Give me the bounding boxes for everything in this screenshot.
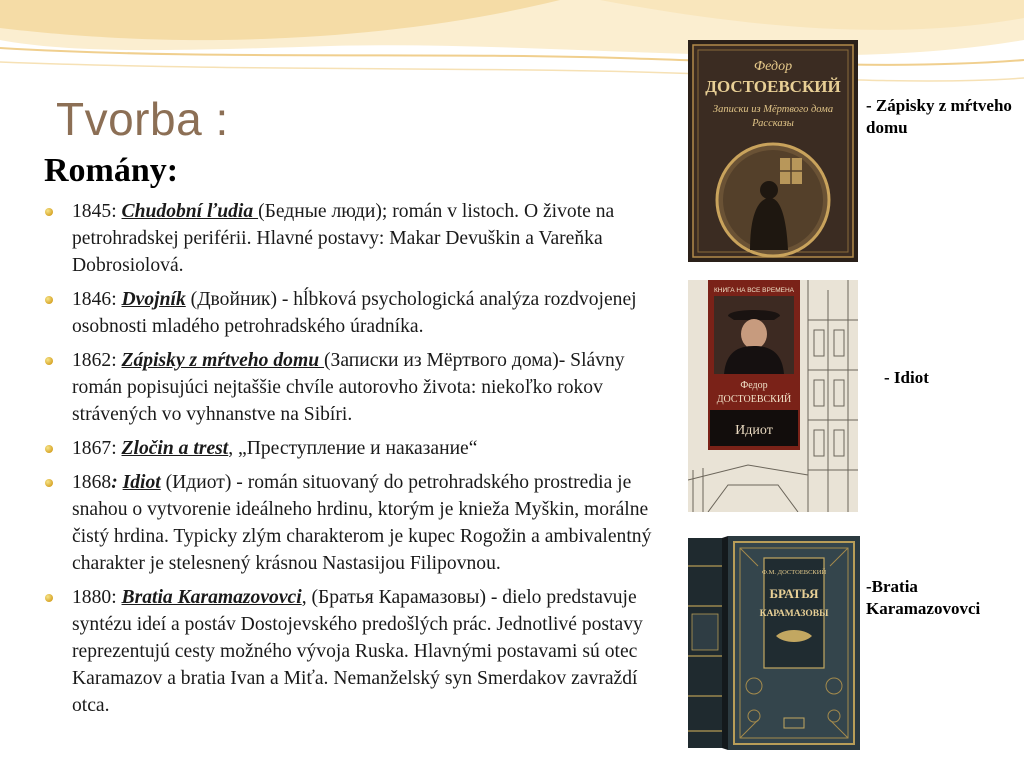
work-year: 1845 [72, 201, 112, 222]
list-item: 1845: Chudobní ľudia (Бедные люди); román v listoch. O živote na petrohradskej periférii. Hlavné postavy: Makar Devuškin a Vareňka Dobrosiolová. [42, 198, 668, 279]
cover-subtitle: Записки из Мёртвого дома [712, 104, 834, 115]
work-year: 1862 [72, 350, 112, 371]
list-item: 1862: Zápisky z mŕtveho domu (Записки из Мёртвого дома)- Slávny román popisujúci nejtaššie chvíle autorovho života: niekoľko rokov strávených vo vyhnanstve na Sibíri. [42, 347, 668, 428]
bullet-icon [45, 208, 53, 216]
cover-series: КНИГА НА ВСЕ ВРЕМЕНА [714, 287, 794, 294]
cover-author: Федор [740, 380, 768, 391]
work-title-link[interactable]: Chudobní ľudia [121, 201, 259, 222]
work-title-link[interactable]: Dvojník [121, 289, 186, 310]
bullet-icon [45, 445, 53, 453]
bullet-icon [45, 296, 53, 304]
work-year: 1846 [72, 289, 112, 310]
section-title: Romány: [44, 152, 179, 189]
work-title-link[interactable]: Zápisky z mŕtveho domu [121, 350, 325, 371]
book-cover-karamazov [688, 536, 860, 750]
book-cover-idiot [688, 280, 858, 512]
cover-author-surname: ДОСТОЕВСКИЙ [705, 77, 841, 96]
cover-caption-zapisky: - Zápisky z mŕtveho domu [866, 96, 1012, 137]
cover-subtitle-2: Рассказы [752, 118, 794, 129]
work-description: , „Преступление и наказание“ [228, 438, 478, 459]
book-cover-zapisky [688, 40, 858, 262]
cover-caption-karamazov: -Bratia Karamazovovci [866, 577, 981, 618]
work-title-link[interactable]: Idiot [122, 472, 161, 493]
slide-title: Tvorba : [56, 93, 229, 145]
work-description: , (Братья Карамазовы) - dielo predstavuje syntézu ideí a postáv Dostojevského predošlých prác. Jednotlivé postavy reprezentujú cesty možného vývoja Ruska. Hlavnými postavami sú otec Karamazov a bratia Ivan a Miťa. Nemanželský syn Smerdakov zavraždí otca. [72, 587, 643, 716]
work-description: (Двойник) - hĺbková psychologická analýza rozdvojenej osobnosti mladého petrohradského úradníka. [72, 289, 637, 337]
cover-title-line-2: КАРАМАЗОВЫ [759, 609, 829, 619]
list-item: 1867: Zločin a trest, „Преступление и наказание“ [42, 435, 668, 462]
bullet-icon [45, 479, 53, 487]
work-description: (Бедные люди); román v listoch. O živote na petrohradskej periférii. Hlavné postavy: Makar Devuškin a Vareňka Dobrosiolová. [72, 201, 615, 276]
cover-author-surname: ДОСТОЕВСКИЙ [716, 394, 792, 405]
list-item: 1880: Bratia Karamazovovci, (Братья Карамазовы) - dielo predstavuje syntézu ideí a postáv Dostojevského predošlých prác. Jednotlivé postavy reprezentujú cesty možného vývoja Ruska. Hlavnými postavami sú otec Karamazov a bratia Ivan a Miťa. Nemanželský syn Smerdakov zavraždí otca. [42, 584, 668, 719]
work-title-link[interactable]: Bratia Karamazovovci [121, 587, 302, 608]
work-year: 1868 [72, 472, 112, 493]
bullet-icon [45, 594, 53, 602]
cover-book-title: Идиот [735, 423, 773, 438]
work-year: 1867 [72, 438, 112, 459]
work-title-link[interactable]: Zločin a trest [121, 438, 229, 459]
work-year: 1880 [72, 587, 112, 608]
list-item: 1868: Idiot (Идиот) - román situovaný do petrohradského prostredia je snahou o vytvorenie ideálneho hrdinu, ktorým je knieža Myškin, morálne čistý hrdina. Typicky zlým charakterom je kupec Rogožin a ambivalentný charakter je stelesnený krásnou Nastasijou Filipovnou. [42, 469, 668, 577]
bullet-icon [45, 357, 53, 365]
cover-author: Ф.М. ДОСТОЕВСКИЙ [761, 569, 827, 576]
cover-caption-idiot: - Idiot [884, 368, 929, 387]
work-description: (Записки из Мёртвого дома)- Slávny román popisujúci nejtaššie chvíle autorovho života: niekoľko rokov strávených vo vyhnanstve na Sibíri. [72, 350, 625, 425]
work-description: (Идиот) - román situovaný do petrohradského prostredia je snahou o vytvorenie ideálneho hrdinu, ktorým je knieža Myškin, morálne čistý hrdina. Typicky zlým charakterom je kupec Rogožin a ambivalentný charakter je stelesnený krásnou Nastasijou Filipovnou. [72, 472, 652, 574]
list-item: 1846: Dvojník (Двойник) - hĺbková psychologická analýza rozdvojenej osobnosti mladého petrohradského úradníka. [42, 286, 668, 340]
cover-title-line-1: БРАТЬЯ [769, 586, 819, 601]
works-list [42, 198, 668, 726]
cover-author: Федор [753, 59, 793, 74]
